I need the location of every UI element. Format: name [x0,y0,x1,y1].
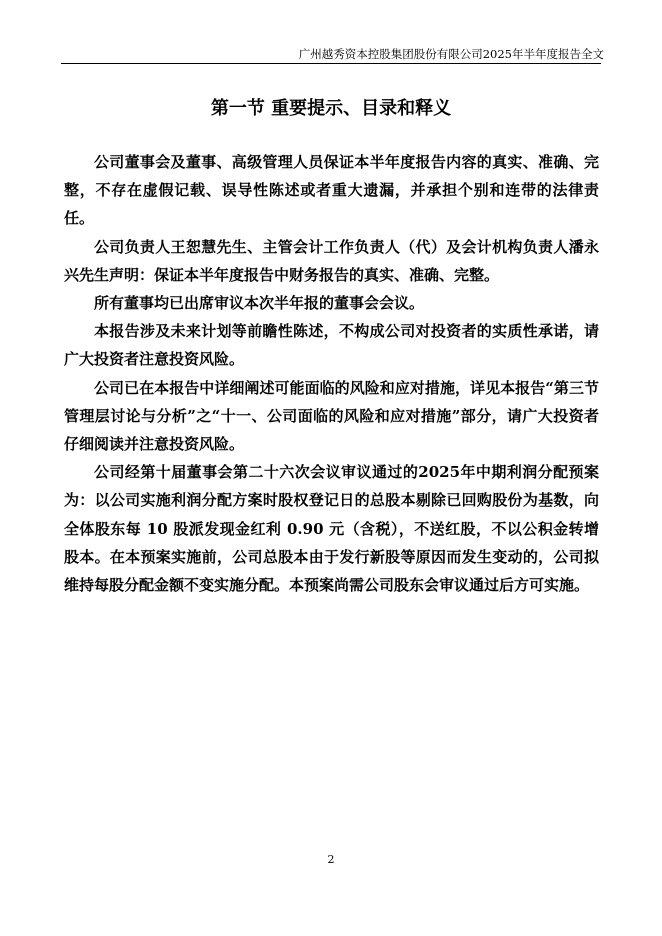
document-body [64,148,599,599]
header-rule [61,63,601,64]
page-number: 2 [327,853,335,866]
running-header: 广州越秀资本控股集团股份有限公司2025年半年度报告全文 [298,47,604,61]
section-title: 第一节 重要提示、目录和释义 [210,98,452,119]
paragraph-directors-attendance: 所有董事均已出席审议本次半年报的董事会会议。 [94,294,425,313]
paragraph-profit-distribution: 公司经第十届董事会第二十六次会议审议通过的2025年中期利润分配预案为：以公司实施利润分配方案时股权登记日的总股本剔除已回购股份为基数，向全体股东每 10 股派发现金红利 0.90 元（含税），不送红股，不以公积金转增股本。在本预案实施前，公司总股本由于发行新股等原因而发生变动的，公司拟维持每股分配金额不变实施分配。本预案尚需公司股东会审议通过后方可实施。 [64,463,599,595]
paragraph-risk-notice: 公司已在本报告中详细阐述可能面临的风险和应对措施，详见本报告“第三节 管理层讨论与分析”之“十一、公司面临的风险和应对措施”部分，请广大投资者仔细阅读并注意投资风险。 [64,378,599,454]
paragraph-responsible-persons-statement: 公司负责人王恕慧先生、主管会计工作负责人（代）及会计机构负责人潘永兴先生声明：保证本半年度报告中财务报告的真实、准确、完整。 [64,237,599,284]
paragraph-board-guarantee: 公司董事会及董事、高级管理人员保证本半年度报告内容的真实、准确、完整，不存在虚假记载、误导性陈述或者重大遗漏，并承担个别和连带的法律责任。 [64,153,599,228]
paragraph-forward-looking-statement: 本报告涉及未来计划等前瞻性陈述，不构成公司对投资者的实质性承诺，请广大投资者注意投资风险。 [64,322,599,369]
